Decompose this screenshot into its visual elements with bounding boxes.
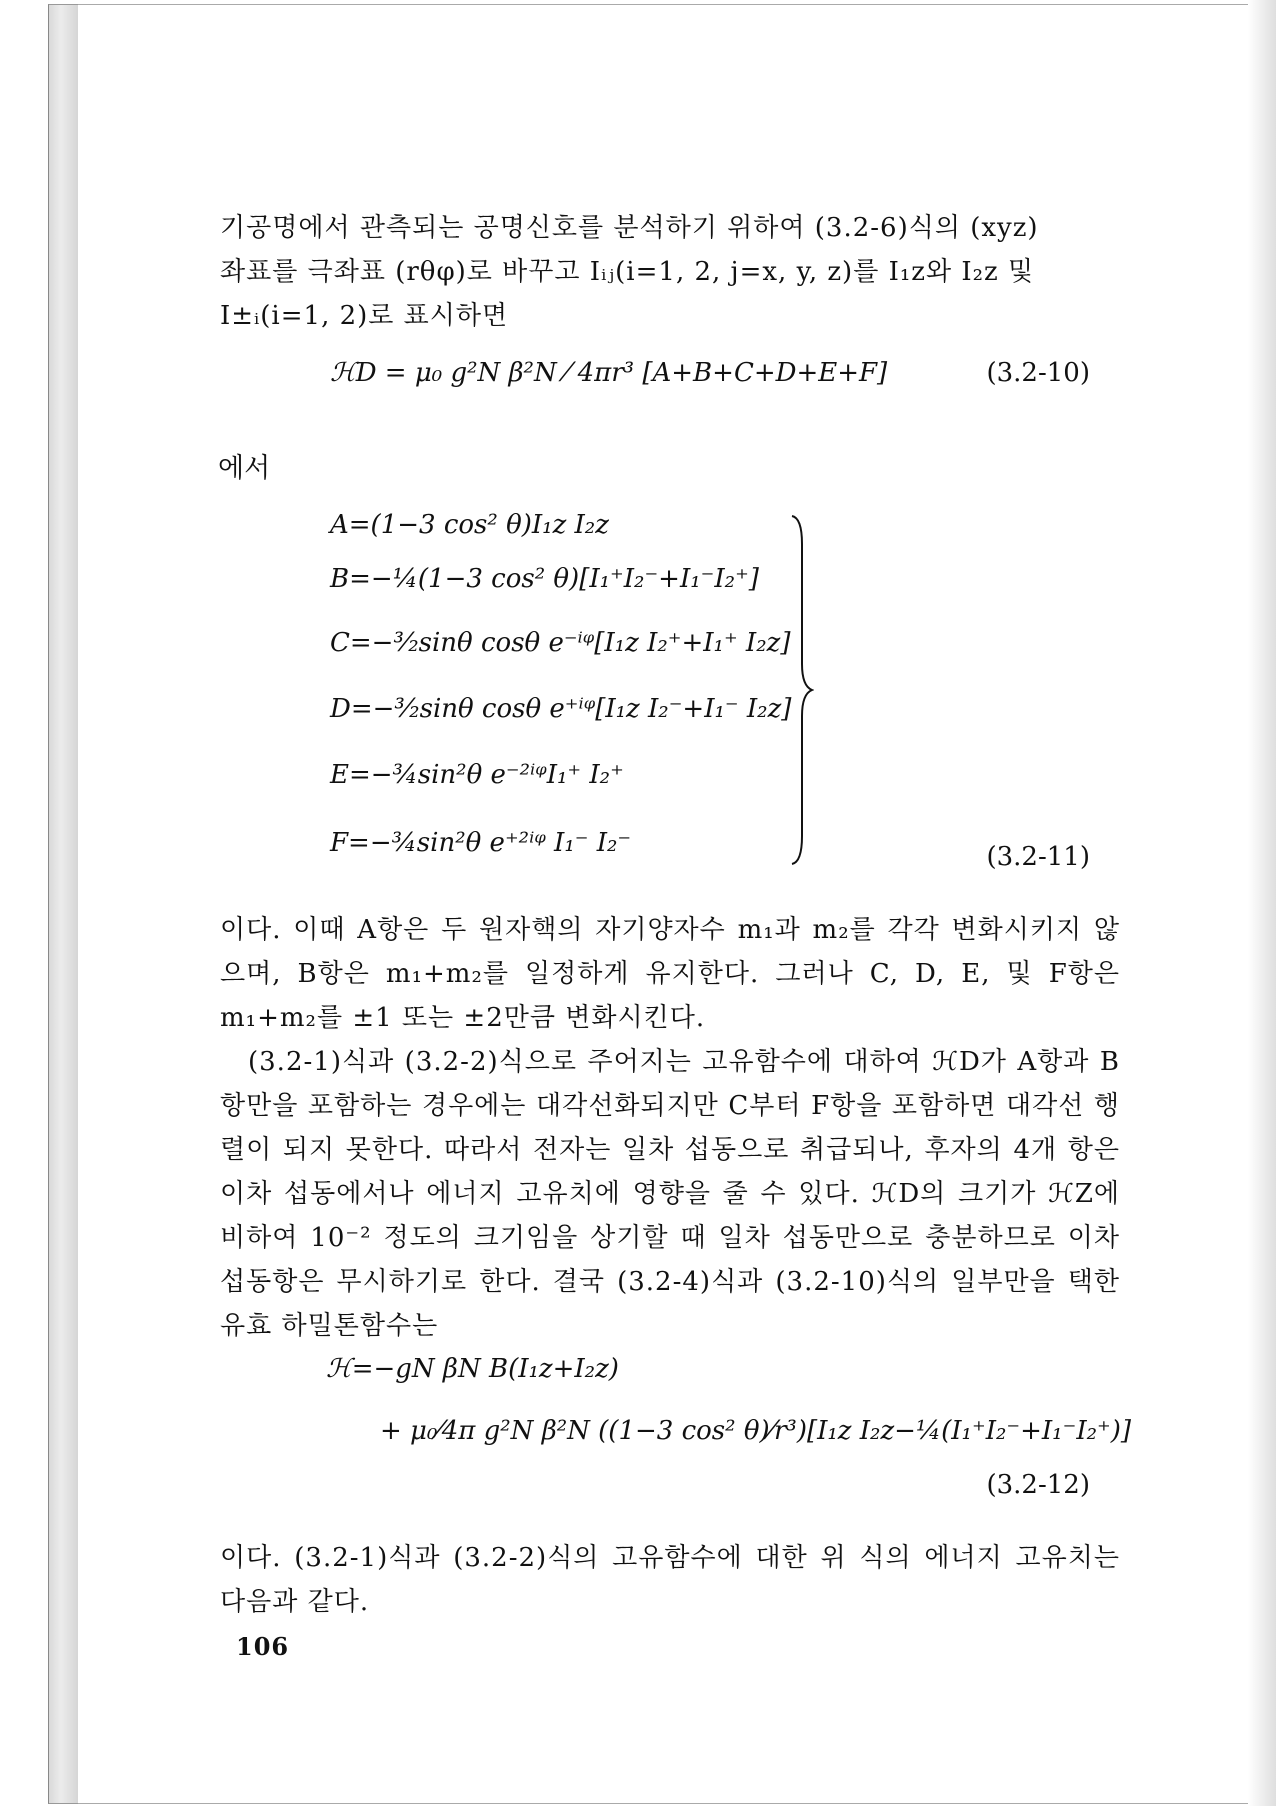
term-b: B=−¼(1−3 cos² θ)[I₁⁺I₂⁻+I₁⁻I₂⁺]	[330, 564, 759, 594]
paragraph-3-text: 이다. (3.2-1)식과 (3.2-2)식의 고유함수에 대한 위 식의 에너지 고유치는 다음과 같다.	[220, 1543, 1120, 1617]
page-edge-shadow	[1248, 0, 1276, 1806]
intro-paragraph	[220, 206, 1120, 338]
term-f: F=−¾sin²θ e⁺²ⁱᵠ I₁⁻ I₂⁻	[330, 828, 632, 858]
page-number: 106	[236, 1632, 290, 1661]
term-d: D=−³⁄₂sinθ cosθ e⁺ⁱᵠ[I₁z I₂⁻+I₁⁻ I₂z]	[330, 694, 792, 724]
paragraph-2-text: (3.2-1)식과 (3.2-2)식으로 주어지는 고유함수에 대하여 ℋD가 A항과 B항만을 포함하는 경우에는 대각선화되지만 C부터 F항을 포함하면 대각선 행렬이 되지 못한다. 따라서 전자는 일차 섭동으로 취급되나, 후자의 4개 항은 이차 섭동에서나 에너지 고유치에 영향을 줄 수 있다. ℋD의 크기가 ℋZ에 비하여 10⁻² 정도의 크기임을 상기할 때 일차 섭동만으로 충분하므로 이차 섭동항은 무시하기로 한다. 결국 (3.2-4)식과 (3.2-10)식의 일부만을 택한 유효 하밀톤함수는	[220, 1047, 1120, 1341]
paragraph-1	[220, 908, 1120, 1040]
equation-h-line-1: ℋ=−gN βN B(I₁z+I₂z)	[326, 1354, 619, 1384]
paragraph-1-text: 이다. 이때 A항은 두 원자핵의 자기양자수 m₁과 m₂를 각각 변화시키지 않으며, B항은 m₁+m₂를 일정하게 유지한다. 그러나 C, D, E, 및 F항은 m₁+m₂를 ±1 또는 ±2만큼 변화시킨다.	[220, 915, 1120, 1033]
paragraph-2	[220, 1040, 1120, 1348]
equation-h-line-2: + μ₀⁄4π g²N β²N ((1−3 cos² θ)⁄r³)[I₁z I₂z−¼(I₁⁺I₂⁻+I₁⁻I₂⁺)]	[380, 1416, 1132, 1446]
book-spine	[48, 4, 79, 1804]
intro-line-2: 좌표를 극좌표 (rθφ)로 바꾸고 Iᵢⱼ(i=1, 2, j=x, y, z)를 I₁z와 I₂z 및	[220, 257, 1035, 287]
paragraph-3	[220, 1536, 1120, 1624]
term-c: C=−³⁄₂sinθ cosθ e⁻ⁱᵠ[I₁z I₂⁺+I₁⁺ I₂z]	[330, 628, 791, 658]
term-a: A=(1−3 cos² θ)I₁z I₂z	[330, 510, 609, 540]
word-eseo: 에서	[218, 453, 271, 484]
equation-hd: ℋD = μ₀ g²N β²N ⁄ 4πr³ [A+B+C+D+E+F]	[330, 358, 888, 388]
right-brace	[790, 514, 814, 866]
intro-line-3: I±ᵢ(i=1, 2)로 표시하면	[220, 301, 509, 331]
term-e: E=−¾sin²θ e⁻²ⁱᵠI₁⁺ I₂⁺	[330, 760, 624, 790]
equation-number-3-2-12: (3.2-12)	[986, 1470, 1090, 1500]
intro-line-1: 기공명에서 관측되는 공명신호를 분석하기 위하여 (3.2-6)식의 (xyz)	[220, 213, 1039, 243]
equation-number-3-2-10: (3.2-10)	[986, 358, 1090, 388]
equation-number-3-2-11: (3.2-11)	[986, 842, 1090, 872]
